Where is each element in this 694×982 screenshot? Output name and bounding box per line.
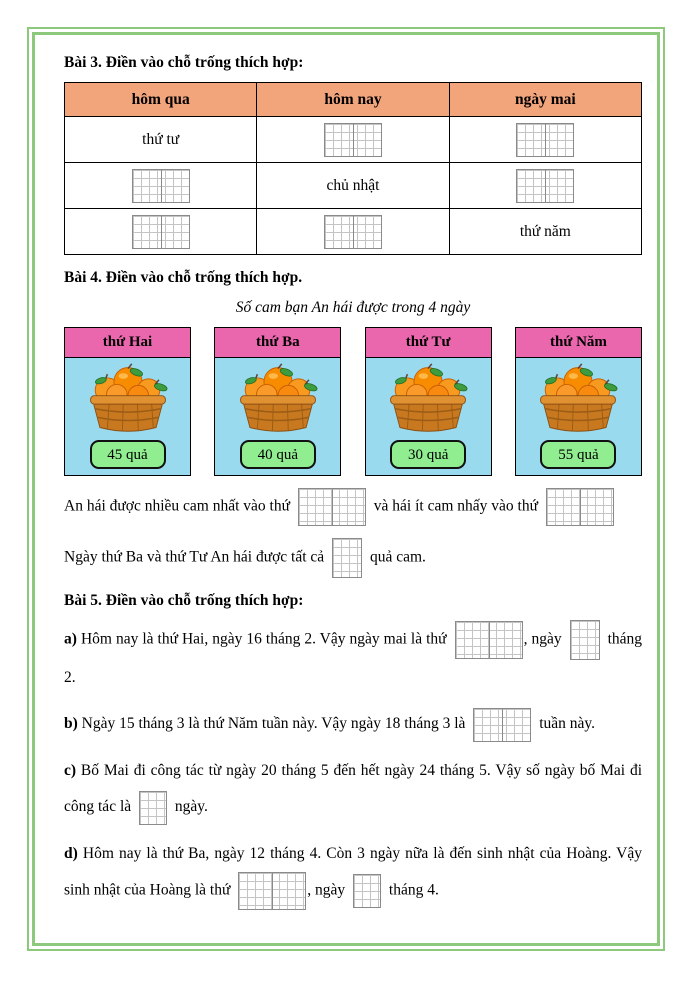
item-text: Hôm nay là thứ Hai, ngày 16 tháng 2. Vậy ngày mai là thứ	[80, 630, 447, 648]
worksheet-content	[64, 54, 642, 920]
answer-box-day[interactable]	[455, 621, 523, 659]
day-card-wednesday	[365, 327, 492, 476]
answer-box[interactable]	[324, 123, 382, 157]
item-label: c)	[64, 761, 77, 779]
table-row	[65, 163, 642, 209]
answer-box[interactable]	[132, 215, 190, 249]
item-label: b)	[64, 715, 78, 733]
orange-basket-icon	[381, 362, 475, 435]
item-label: d)	[64, 844, 78, 862]
item-text: tuần này.	[539, 715, 595, 733]
answer-box[interactable]	[516, 123, 574, 157]
answer-box-total[interactable]	[332, 538, 362, 578]
chart-caption: Số cam bạn An hái được trong 4 ngày	[235, 299, 471, 316]
col-header-tomorrow: ngày mai	[449, 83, 641, 117]
answer-box-day[interactable]	[473, 708, 531, 742]
sentence-text: quả cam.	[369, 548, 426, 566]
answer-box-day[interactable]	[238, 872, 306, 910]
count-badge: 40 quả	[240, 440, 316, 469]
day-card-thursday	[515, 327, 642, 476]
orange-basket-icon	[531, 362, 625, 435]
day-card-tuesday	[214, 327, 341, 476]
card-title: thứ Năm	[516, 328, 641, 358]
answer-box[interactable]	[132, 169, 190, 203]
days-table	[64, 82, 642, 255]
count-badge: 30 quả	[390, 440, 466, 469]
exercise3-title: Bài 3. Điền vào chỗ trống thích hợp:	[64, 54, 304, 71]
sentence-text: An hái được nhiều cam nhất vào thứ	[64, 497, 291, 515]
sentence-text: Ngày thứ Ba và thứ Tư An hái được tất cả	[64, 548, 325, 566]
item-text: Ngày 15 tháng 3 là thứ Năm tuần này. Vậy ngày 18 tháng 3 là	[81, 715, 466, 733]
exercise5-item-d	[64, 836, 642, 910]
exercise5-title: Bài 5. Điền vào chỗ trống thích hợp:	[64, 592, 304, 609]
item-text: , ngày	[307, 881, 346, 899]
exercise4-sentence-total	[64, 538, 642, 578]
table-row	[65, 117, 642, 163]
answer-box-count[interactable]	[139, 791, 167, 825]
answer-box-least-day[interactable]	[546, 488, 614, 526]
day-card-monday	[64, 327, 191, 476]
day-cell: chủ nhật	[257, 163, 449, 209]
answer-cell	[449, 163, 641, 209]
item-text: ngày.	[174, 798, 208, 816]
exercise4-sentence-most-least	[64, 488, 642, 526]
exercise5-item-a	[64, 620, 642, 696]
answer-cell	[257, 117, 449, 163]
col-header-yesterday: hôm qua	[65, 83, 257, 117]
exercise5-item-c	[64, 753, 642, 826]
answer-box[interactable]	[516, 169, 574, 203]
answer-cell	[449, 117, 641, 163]
answer-cell	[65, 209, 257, 255]
day-cell: thứ năm	[449, 209, 641, 255]
answer-box-date[interactable]	[570, 620, 600, 660]
item-label: a)	[64, 630, 77, 648]
card-title: thứ Ba	[215, 328, 340, 358]
answer-box[interactable]	[324, 215, 382, 249]
table-row	[65, 209, 642, 255]
day-cards	[64, 327, 642, 476]
sentence-text: và hái ít cam nhấy vào thứ	[373, 497, 538, 515]
orange-basket-icon	[231, 362, 325, 435]
item-text: Hôm nay là thứ Ba, ngày 12 tháng 4. Còn 3 ngày nữa là đến sinh nhật của Hoàng. Vậy sinh nhật của Hoàng là thứ	[64, 844, 643, 899]
table-header-row	[65, 83, 642, 117]
answer-cell	[257, 209, 449, 255]
item-text: tháng 4.	[388, 881, 439, 899]
card-title: thứ Hai	[65, 328, 190, 358]
count-badge: 45 quả	[90, 440, 166, 469]
exercise5-item-b	[64, 706, 642, 742]
answer-box-most-day[interactable]	[298, 488, 366, 526]
item-text: tháng 2.	[64, 630, 643, 686]
col-header-today: hôm nay	[257, 83, 449, 117]
item-text: , ngày	[523, 630, 562, 648]
item-text: Bố Mai đi công tác từ ngày 20 tháng 5 đến hết ngày 24 tháng 5. Vậy số ngày bố Mai đi công tác là	[64, 761, 642, 816]
exercise4-title: Bài 4. Điền vào chỗ trống thích hợp.	[64, 269, 303, 286]
answer-cell	[65, 163, 257, 209]
answer-box-date[interactable]	[353, 874, 381, 908]
day-cell: thứ tư	[65, 117, 257, 163]
orange-basket-icon	[81, 362, 175, 435]
count-badge: 55 quả	[540, 440, 616, 469]
card-title: thứ Tư	[366, 328, 491, 358]
